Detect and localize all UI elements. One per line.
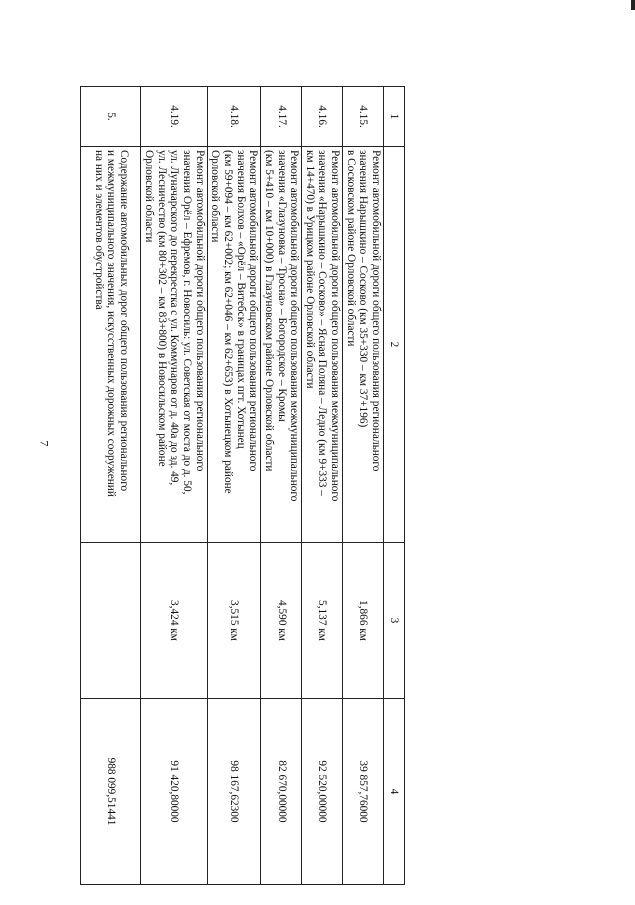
row-number: 4.15. [343,87,384,147]
row-number: 4.16. [302,87,343,147]
row-description [261,147,302,543]
desc-line: Ремонт автомобильной дороги общего пользования регионального [247,150,260,472]
desc-line: значения Болхов – «Орёл – Витебск» в границах пгт. Хотынец [234,150,247,449]
table-header-row [384,87,405,885]
row-length: 1,866 км [343,543,384,699]
header-col-1: 1 [384,87,405,147]
row-number: 4.18. [207,87,261,147]
row-description [343,147,384,543]
header-col-4: 4 [384,699,405,885]
desc-line: (км 5+410 – км 10+000) в Глазуновском районе Орловской области [262,150,275,472]
budget-table [80,86,405,885]
row-length: 3,515 км [207,543,261,699]
desc-line: ул. Лесничество (км 80+302 – км 83+800) в Новосильском районе [155,150,168,467]
row-number: 4.17. [261,87,302,147]
desc-line: значения «Глазуновка – Тросна» – Богородское – Кромы [275,150,288,422]
row-amount: 39 857,76000 [343,699,384,885]
desc-line: значения Орёл – Ефремов, г. Новосиль: ул. Советская от моста до д. 50, [181,150,194,495]
desc-line: ул. Луначарского до перекрестка с ул. Коммунаров от д. 40а до зд. 49, [168,150,181,486]
row-length: 5,137 км [302,543,343,699]
row-length [81,543,141,699]
desc-line: (км 59+094 – км 62+002; км 62+046 – км 62+653) в Хотынецком районе [221,150,234,494]
table-row [343,87,384,885]
header-col-2: 2 [384,147,405,543]
page-number: 7 [37,440,52,447]
row-description [81,147,141,543]
desc-line: на них и элементов обустройства [92,150,105,310]
desc-line: Ремонт автомобильной дороги общего пользования регионального [370,150,382,472]
table-row [261,87,302,885]
row-amount: 82 670,00000 [261,699,302,885]
row-amount: 91 420,80000 [141,699,207,885]
scan-mark [631,0,635,10]
row-amount: 92 520,00000 [302,699,343,885]
row-length: 3,424 км [141,543,207,699]
row-description [141,147,207,543]
header-col-3: 3 [384,543,405,699]
desc-line: Ремонт автомобильной дороги общего пользования регионального [193,150,206,472]
row-amount: 98 167,62300 [207,699,261,885]
rotated-table-container [83,86,405,884]
table-row [207,87,261,885]
desc-line: значения Нарышкино – Сосково (км 35+330 – км 37+196) [357,150,370,428]
table-row [81,87,141,885]
desc-line: Орловской области [209,150,222,243]
row-amount: 988 099,51441 [81,699,141,885]
desc-line: Ремонт автомобильной дороги общего пользования межмуниципального [329,150,342,502]
row-description [207,147,261,543]
desc-line: км 14+470) в Урицком районе Орловской области [303,150,316,389]
desc-line: Орловской области [143,150,156,243]
row-length: 4,590 км [261,543,302,699]
table-row [141,87,207,885]
row-number: 4.19. [141,87,207,147]
row-description [302,147,343,543]
row-number: 5. [81,87,141,147]
desc-line: в Сосковском районе Орловской области [344,150,357,347]
desc-line: Ремонт автомобильной дороги общего пользования межмуниципального [288,150,301,502]
desc-line: значения «Нарышкино – Сосково» – Ясная Поляна – Ледно (км 9+333 – [316,150,329,496]
desc-line: и межмуниципального значения, искусственных дорожных сооружений [105,150,118,497]
desc-line: Содержание автомобильных дорог общего пользования регионального [117,150,130,492]
table-row [302,87,343,885]
